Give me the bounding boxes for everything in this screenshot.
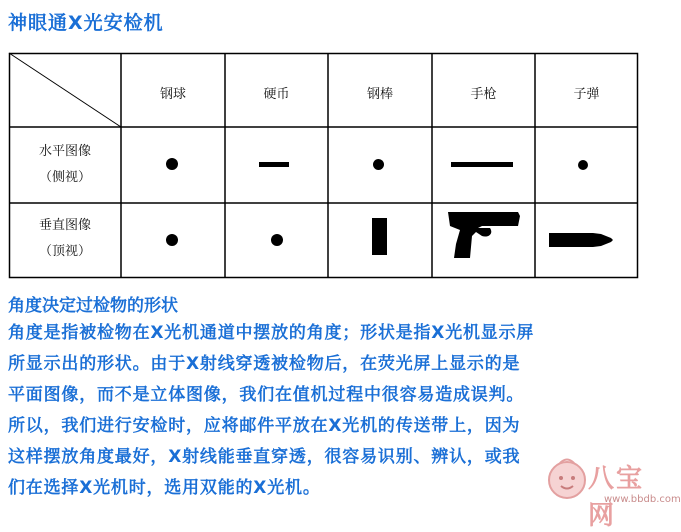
xray-comparison-table	[9, 53, 638, 278]
paragraph-line: 平面图像，而不是立体图像，我们在值机过程中很容易造成误判。	[8, 385, 525, 405]
row-header-vertical-title: 垂直图像	[38, 218, 91, 233]
section-heading: 角度决定过检物的形状	[8, 296, 178, 316]
paragraph-line: 所以，我们进行安检时，应将邮件平放在X光机的传送带上，因为	[8, 416, 521, 436]
row-header-horizontal	[9, 139, 121, 191]
watermark-logo	[546, 450, 681, 531]
column-header-steel-rod: 钢棒	[366, 87, 393, 102]
page-title: 神眼通X光安检机	[8, 12, 164, 34]
watermark-text: 八宝网	[588, 464, 645, 531]
column-header-coin: 硬币	[263, 87, 290, 102]
paragraph-line: 所显示出的形状。由于X射线穿透被检物后，在荧光屏上显示的是	[8, 354, 521, 374]
steel-ball-side-image	[166, 158, 178, 170]
row-header-vertical-subtitle: （顶视）	[38, 244, 91, 259]
paragraph-line: 角度是指被检物在X光机通道中摆放的角度；形状是指X光机显示屏	[8, 323, 535, 343]
coin-top-image	[271, 234, 283, 246]
column-header-steel-ball: 钢球	[159, 87, 186, 102]
paragraph-line: 这样摆放角度最好，X射线能垂直穿透，很容易识别、辨认，或我	[8, 447, 521, 467]
paragraph-line: 们在选择X光机时，选用双能的X光机。	[8, 478, 321, 498]
column-header-pistol: 手枪	[470, 87, 497, 102]
steel-rod-top-image	[372, 218, 387, 255]
row-header-horizontal-subtitle: （侧视）	[38, 170, 91, 185]
baby-face-icon	[546, 456, 588, 502]
steel-rod-side-image	[373, 159, 384, 170]
column-header-bullet: 子弹	[573, 87, 600, 102]
row-header-horizontal-title: 水平图像	[38, 144, 91, 159]
row-header-vertical	[9, 213, 121, 265]
pistol-side-image	[451, 162, 513, 167]
pistol-silhouette-icon	[446, 208, 526, 263]
watermark-url: www.bbdb.com	[604, 494, 681, 505]
bullet-side-image	[578, 160, 588, 170]
bullet-silhouette-icon	[547, 230, 617, 250]
steel-ball-top-image	[166, 234, 178, 246]
coin-side-image	[259, 162, 289, 167]
